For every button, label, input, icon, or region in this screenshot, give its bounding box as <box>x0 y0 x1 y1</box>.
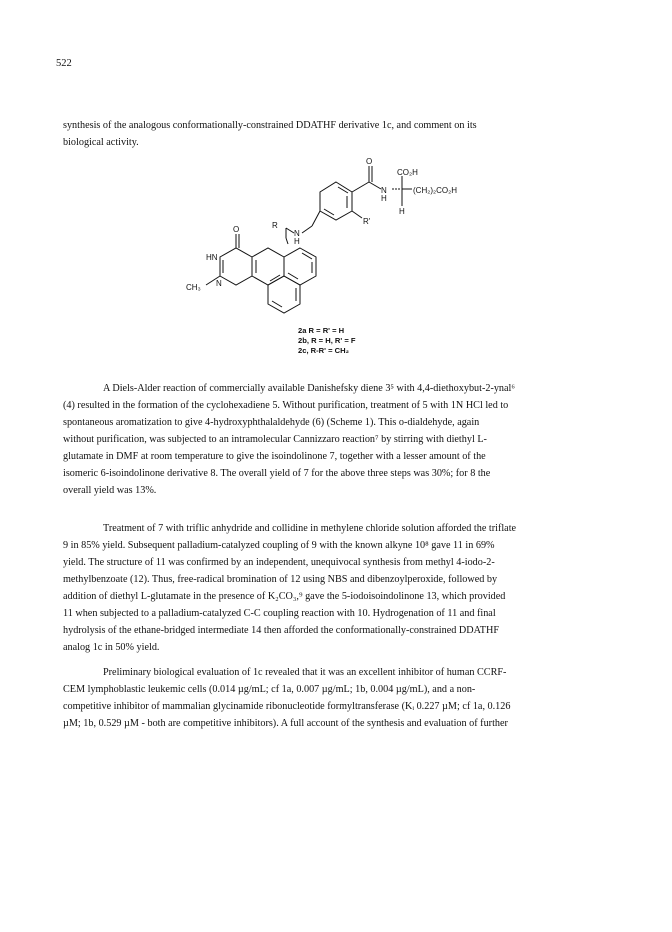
compound-legend <box>298 326 356 356</box>
text-line: 9 in 85% yield. Subsequent palladium-catalyzed coupling of 9 with the known alkyne 10⁸ gave 11 in 69% <box>63 540 495 551</box>
text-line: methylbenzoate (12). Thus, free-radical bromination of 12 using NBS and dibenzoylperoxide, followed by <box>63 574 498 585</box>
text-line: competitive inhibitor of mammalian glycinamide ribonucleotide formyltransferase (Kᵢ 0.227 µM; cf 1a, 0.126 <box>63 701 511 712</box>
label-ring-n: N <box>216 279 222 288</box>
text-line: overall yield was 13%. <box>63 485 157 496</box>
label-amide-n: N <box>381 186 387 195</box>
text-line: synthesis of the analogous conformationally-constrained DDATHF derivative 1c, and comment on its <box>63 120 477 131</box>
label-side-chain: (CH₂)₂CO₂H <box>413 186 457 195</box>
text-line: (4) resulted in the formation of the cyclohexadiene 5. Without purification, treatment of 5 with 1N HCl led to <box>63 400 509 411</box>
label-ring-o: O <box>233 225 240 234</box>
text-line: A Diels-Alder reaction of commercially available Danishefsky diene 3⁵ with 4,4-diethoxybut-2-ynal⁶ <box>103 383 515 394</box>
paragraph-triflate <box>63 520 611 656</box>
paragraph-intro <box>63 117 611 151</box>
text-line: 11 when subjected to a palladium-catalyzed C-C coupling reaction with 10. Hydrogenation of 11 and final <box>63 608 496 619</box>
label-amide-h: H <box>381 194 387 203</box>
label-co2h: CO₂H <box>397 168 418 177</box>
text-line: hydrolysis of the ethane-bridged intermediate 14 then afforded the conformationally-constrained DDATHF <box>63 625 500 636</box>
compound-label: 2c, R-R' = CH₂ <box>298 346 349 355</box>
compound-label: 2b, R = H, R' = F <box>298 336 356 345</box>
text-line: biological activity. <box>63 137 139 148</box>
paragraph-biological <box>63 664 611 732</box>
label-hn: HN <box>206 253 218 262</box>
text-line: Treatment of 7 with triflic anhydride and collidine in methylene chloride solution afforded the triflate <box>103 523 517 534</box>
label-r: R <box>272 221 278 230</box>
page-number: 522 <box>56 58 72 69</box>
label-ch3: CH₃ <box>186 283 201 292</box>
text-line: spontaneous aromatization to give 4-hydroxyphthalaldehyde (6) (Scheme 1). This o-dialdehyde, again <box>63 417 480 428</box>
text-line: CEM lymphoblastic leukemic cells (0.014 µg/mL; cf 1a, 0.007 µg/mL; 1b, 0.004 µg/mL), and a non- <box>63 684 476 695</box>
text-line: addition of diethyl L-glutamate in the presence of K₂CO₃,⁹ gave the 5-iodoisoindolinone 13, which provided <box>63 591 506 602</box>
label-r-prime: R' <box>363 217 371 226</box>
label-linker-n: N <box>294 229 300 238</box>
naphthalene-ring-right <box>284 248 316 285</box>
text-line: yield. The structure of 11 was confirmed by an independent, unequivocal synthesis from methyl 4-iodo-2- <box>63 557 495 568</box>
carbonyl-bond <box>352 182 369 192</box>
naphthalene-ring-lower <box>268 276 300 313</box>
label-carbonyl-o: O <box>366 157 373 166</box>
text-line: without purification, was subjected to an intramolecular Cannizzaro reaction⁷ by stirring with diethyl L- <box>63 434 487 445</box>
text-line: µM; 1b, 0.529 µM - both are competitive inhibitors). A full account of the synthesis and evaluation of further <box>63 718 508 729</box>
text-line: analog 1c in 50% yield. <box>63 642 160 653</box>
label-linker-h: H <box>294 237 300 246</box>
label-alpha-h: H <box>399 207 405 216</box>
compound-label: 2a R = R' = H <box>298 326 345 335</box>
naphthalene-ring-middle <box>252 248 284 285</box>
text-line: isomeric 6-isoindolinone derivative 8. The overall yield of 7 for the above three steps was 30%; for 8 the <box>63 468 491 479</box>
text-line: Preliminary biological evaluation of 1c revealed that it was an excellent inhibitor of human CCRF- <box>103 667 507 678</box>
pyrimidinone-ring <box>220 248 252 285</box>
paragraph-diels-alder <box>63 380 611 499</box>
text-line: glutamate in DMF at room temperature to give the isoindolinone 7, together with a lesser amount of the <box>63 451 486 462</box>
